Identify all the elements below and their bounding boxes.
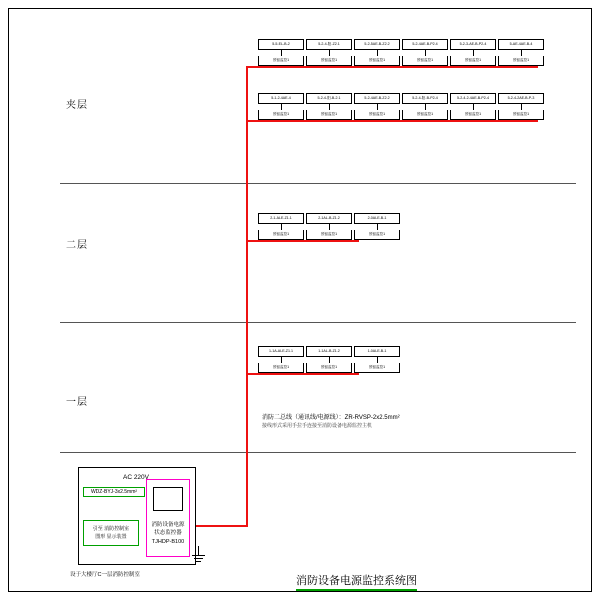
panel-cable-label: WDZ-BYJ-3x2.5mm² <box>83 487 145 497</box>
floor-divider-first <box>60 452 576 453</box>
monitor-device-label <box>146 521 190 546</box>
device-code: 5-1-2-4AE-4 <box>258 93 304 104</box>
device-status: 预留监控1 <box>306 110 352 120</box>
monitor-device-line2: 状态监控器 <box>154 530 182 537</box>
bus-note <box>262 414 400 431</box>
bus-branch-mezzanine-row2 <box>246 120 538 122</box>
device-code: 5-2-4-阳-Z2.1 <box>306 39 352 50</box>
device-code: 1-1A-ALE-Z1.1 <box>258 346 304 357</box>
bus-trunk-vertical <box>246 66 248 527</box>
device-lead <box>473 50 474 56</box>
device-status: 预留监控1 <box>306 56 352 66</box>
device-box[interactable] <box>450 39 496 66</box>
device-lead <box>329 357 330 363</box>
device-box[interactable] <box>306 39 352 66</box>
monitor-device-line3: TJHDP-B100 <box>151 538 185 545</box>
device-box[interactable] <box>306 346 352 373</box>
device-code: 5-2-4-阳-B-2.1 <box>306 93 352 104</box>
device-lead <box>281 224 282 230</box>
device-box[interactable] <box>258 346 304 373</box>
monitor-screen <box>153 487 183 511</box>
device-code: 1-1AL-B-Z1.2 <box>306 346 352 357</box>
floor-label-first: 一层 <box>66 397 88 408</box>
device-status: 预留监控1 <box>450 110 496 120</box>
device-box[interactable] <box>306 93 352 120</box>
device-code: 2-1-ALE-Z1.1 <box>258 213 304 224</box>
device-box[interactable] <box>498 39 544 66</box>
device-status: 预留监控1 <box>498 56 544 66</box>
device-code: 2-1AL-B-Z1.2 <box>306 213 352 224</box>
device-box[interactable] <box>498 93 544 120</box>
device-box[interactable] <box>258 213 304 240</box>
bus-note-line2: 接线形式采用手拉手连接至消防设备电源监控主机 <box>262 423 373 429</box>
panel-ac-label: AC 220V <box>122 474 150 481</box>
device-lead <box>281 104 282 110</box>
device-lead <box>329 224 330 230</box>
ground-symbol-icon <box>192 546 206 562</box>
device-code: 5-2-4-阳-B-P2-4 <box>402 93 448 104</box>
floor-label-mezzanine: 夹层 <box>66 100 88 111</box>
device-code: 5-2-3-AE-B-P2-4 <box>450 39 496 50</box>
device-box[interactable] <box>306 213 352 240</box>
device-box[interactable] <box>402 93 448 120</box>
device-status: 预留监控1 <box>498 110 544 120</box>
device-lead <box>521 50 522 56</box>
device-status: 预留监控1 <box>258 110 304 120</box>
device-box[interactable] <box>354 93 400 120</box>
device-status: 预留监控1 <box>354 363 400 373</box>
device-status: 预留监控1 <box>402 56 448 66</box>
device-lead <box>377 104 378 110</box>
device-lead <box>281 50 282 56</box>
bus-branch-first-floor <box>246 373 359 375</box>
device-status: 预留监控1 <box>306 363 352 373</box>
device-lead <box>473 104 474 110</box>
device-code: 5-5-EL-B-2 <box>258 39 304 50</box>
bus-branch-mezzanine-row1 <box>246 66 538 68</box>
device-code: 5-2-4AE-B-P2.4 <box>402 39 448 50</box>
device-lead <box>521 104 522 110</box>
device-status: 预留监控1 <box>354 230 400 240</box>
device-code: 5-2-4-2AE-B-P-3 <box>498 93 544 104</box>
device-status: 预留监控1 <box>450 56 496 66</box>
floor-divider-mezzanine <box>60 183 576 184</box>
device-lead <box>377 50 378 56</box>
device-status: 预留监控1 <box>402 110 448 120</box>
device-lead <box>425 104 426 110</box>
device-box[interactable] <box>354 39 400 66</box>
device-box[interactable] <box>354 213 400 240</box>
device-box[interactable] <box>450 93 496 120</box>
monitor-device-line1: 消防设备电源 <box>151 522 185 528</box>
device-code: 5-2-4-2-4AE-B-P2-4 <box>450 93 496 104</box>
device-box[interactable] <box>258 39 304 66</box>
device-code: 2-0ALE-B-1 <box>354 213 400 224</box>
device-box[interactable] <box>402 39 448 66</box>
panel-graphic-display-line2: 图形 显示装置 <box>95 534 127 540</box>
device-status: 预留监控1 <box>258 230 304 240</box>
device-lead <box>281 357 282 363</box>
device-box[interactable] <box>258 93 304 120</box>
device-status: 预留监控1 <box>306 230 352 240</box>
floor-label-second: 二层 <box>66 240 88 251</box>
device-lead <box>329 50 330 56</box>
device-box[interactable] <box>354 346 400 373</box>
page-title: 消防设备电源监控系统图 <box>296 572 417 591</box>
device-code: 1-0ALE-B-1 <box>354 346 400 357</box>
device-status: 预留监控1 <box>258 363 304 373</box>
device-status: 预留监控1 <box>258 56 304 66</box>
device-code: 5-2-5AE-B-Z2.2 <box>354 39 400 50</box>
floor-divider-second <box>60 322 576 323</box>
panel-graphic-display-line1: 引至 消防控制室 <box>92 526 130 532</box>
bus-note-line1: 消防二总线（通讯线/电源线）：ZR-RVSP-2x2.5mm² <box>262 415 400 421</box>
panel-caption: 设于大楼厅C一层消防控制室 <box>70 572 140 578</box>
device-lead <box>425 50 426 56</box>
device-code: 5-2-4AE-B-Z2.2 <box>354 93 400 104</box>
device-status: 预留监控1 <box>354 56 400 66</box>
device-lead <box>377 224 378 230</box>
panel-graphic-display-box[interactable] <box>83 520 139 546</box>
bus-trunk-to-panel <box>196 525 248 527</box>
bus-branch-second-floor <box>246 240 359 242</box>
device-lead <box>377 357 378 363</box>
device-code: 5-AE-4AE-B-4 <box>498 39 544 50</box>
device-status: 预留监控1 <box>354 110 400 120</box>
device-lead <box>329 104 330 110</box>
